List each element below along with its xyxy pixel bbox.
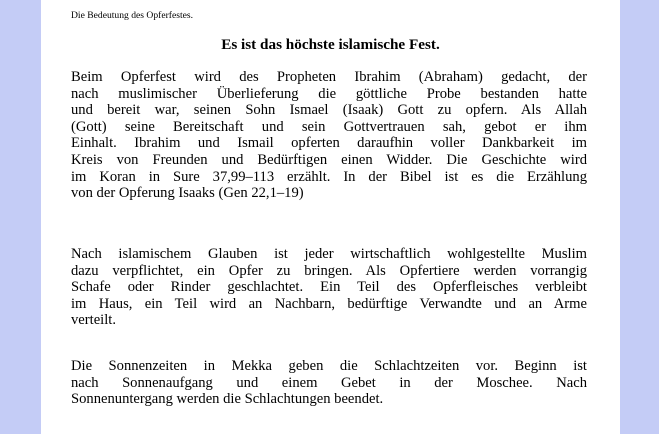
document-page [41, 0, 620, 434]
text-line: nach Sonnenaufgang und einem Gebet in der Moschee. Nach [71, 374, 587, 391]
text-line: verteilt. [71, 312, 116, 329]
text-line: Schafe oder Rinder geschlachtet. Ein Teil des Opferfleisches verbleibt [71, 279, 587, 296]
text-line: Beim Opferfest wird des Propheten Ibrahim (Abraham) gedacht, der [71, 69, 587, 85]
text-line: Die Sonnenzeiten in Mekka geben die Schlachtzeiten vor. Beginn ist [71, 358, 587, 374]
text-line: Sonnenuntergang werden die Schlachtungen beendet. [71, 391, 384, 408]
document-title: Es ist das höchste islamische Fest. [221, 36, 440, 53]
text-line: von der Opferung Isaaks (Gen 22,1–19) [71, 185, 304, 202]
text-line: dazu verpflichtet, ein Opfer zu bringen. Als Opfertiere werden vorrangig [71, 262, 587, 279]
paragraph-1 [71, 69, 587, 202]
text-line: Nach islamischem Glauben ist jeder wirtschaftlich wohlgestellte Muslim [71, 246, 587, 262]
text-line: nach muslimischer Überlieferung die göttliche Probe bestanden hatte [71, 85, 587, 102]
text-line: im Haus, ein Teil wird an Nachbarn, bedürftige Verwandte und an Arme [71, 295, 587, 312]
paragraph-3 [71, 358, 587, 408]
text-line: im Koran in Sure 37,99–113 erzählt. In der Bibel ist es die Erzählung [71, 168, 587, 185]
text-line: und bereit war, seinen Sohn Ismael (Isaak) Gott zu opfern. Als Allah [71, 102, 587, 119]
text-line: Einhalt. Ibrahim und Ismail opferten daraufhin voller Dankbarkeit im [71, 135, 587, 152]
paragraph-2 [71, 246, 587, 329]
text-line: Kreis von Freunden und Bedürftigen einen Widder. Die Geschichte wird [71, 151, 587, 168]
running-header: Die Bedeutung des Opferfestes. [71, 10, 194, 21]
text-line: (Gott) seine Bereitschaft und sein Gottvertrauen sah, gebot er ihm [71, 118, 587, 135]
